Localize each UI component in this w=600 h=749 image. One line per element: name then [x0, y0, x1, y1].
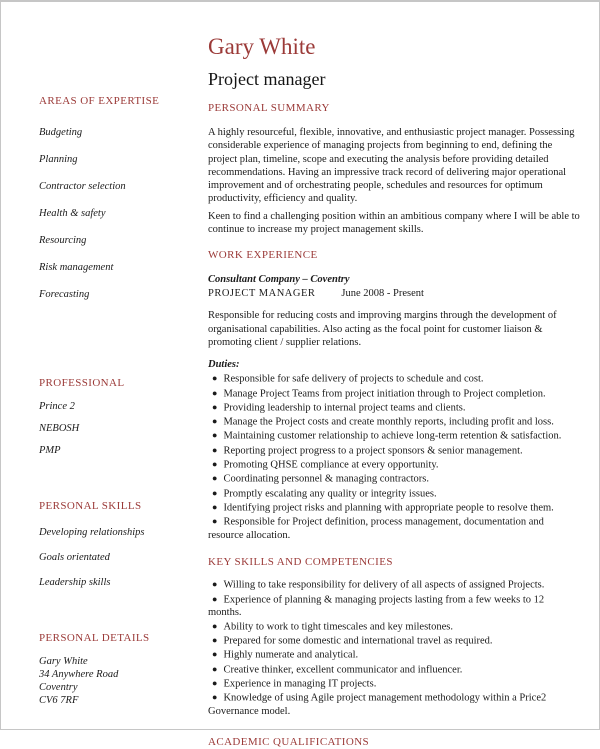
- summary-paragraph-2: Keen to find a challenging position within an ambitious company where I will be able to continue to increase my project management skills.: [208, 210, 580, 236]
- skill-item: [208, 691, 580, 718]
- sidebar-item: Developing relationships: [39, 527, 145, 538]
- main-column: [208, 2, 580, 749]
- duty-item: [208, 487, 580, 501]
- bullet-icon: ●: [212, 501, 218, 512]
- personal-skills-list: [39, 526, 197, 589]
- sidebar-item: Leadership skills: [39, 577, 111, 588]
- skill-text: Creative thinker, excellent communicator and influencer.: [223, 664, 463, 676]
- duty-item: [208, 387, 580, 401]
- bullet-icon: ●: [212, 387, 218, 398]
- duty-text: Responsible for safe delivery of projects to schedule and cost.: [223, 373, 484, 385]
- sidebar-item: Health & safety: [39, 208, 106, 219]
- sidebar-item: Risk management: [39, 262, 114, 273]
- bullet-icon: ●: [212, 579, 218, 590]
- sidebar-section-personal-details: [39, 631, 197, 707]
- sidebar-item: Resourcing: [39, 235, 87, 246]
- bullet-icon: ●: [212, 444, 218, 455]
- sidebar-item: NEBOSH: [39, 423, 80, 434]
- duty-item: [208, 501, 580, 515]
- skill-item: [208, 578, 580, 592]
- bullet-icon: ●: [212, 516, 218, 527]
- duty-item: [208, 472, 580, 486]
- duty-text: Providing leadership to internal project teams and clients.: [223, 402, 466, 414]
- bullet-icon: ●: [212, 593, 218, 604]
- skill-item: [208, 593, 580, 620]
- bullet-icon: ●: [212, 401, 218, 412]
- duty-item: [208, 429, 580, 443]
- sidebar-item: Contractor selection: [39, 181, 126, 192]
- sidebar-item: Budgeting: [39, 127, 83, 138]
- skill-item: [208, 634, 580, 648]
- section-heading-personal-details: PERSONAL DETAILS: [39, 632, 150, 644]
- section-heading-key-skills: KEY SKILLS AND COMPETENCIES: [208, 556, 393, 569]
- sidebar-item: Prince 2: [39, 401, 75, 412]
- duty-text: Identifying project risks and planning with appropriate people to resolve them.: [223, 502, 554, 514]
- skill-item: [208, 620, 580, 634]
- skill-item: [208, 648, 580, 662]
- professional-list: [39, 400, 197, 457]
- bullet-icon: ●: [212, 373, 218, 384]
- bullet-icon: ●: [212, 473, 218, 484]
- duty-text: Reporting project progress to a project sponsors & senior management.: [223, 445, 523, 457]
- duty-item: [208, 458, 580, 472]
- section-heading-personal-summary: PERSONAL SUMMARY: [208, 102, 330, 114]
- section-heading-expertise: AREAS OF EXPERTISE: [39, 95, 160, 107]
- duty-text: Responsible for Project definition, process management, documentation and resource allocation.: [208, 516, 544, 541]
- candidate-job-title: Project manager: [208, 69, 326, 89]
- address-line: Gary White: [39, 656, 88, 667]
- bullet-icon: ●: [212, 663, 218, 674]
- skill-text: Prepared for some domestic and international travel as required.: [223, 635, 493, 647]
- skill-item: [208, 663, 580, 677]
- duty-text: Maintaining customer relationship to achieve long-term retention & satisfaction.: [223, 430, 562, 442]
- work-intro-paragraph: Responsible for reducing costs and improving margins through the development of organisational capabilities. Also acting as the focal point for customer liaison & promoting client / supplier relations.: [208, 310, 557, 348]
- sidebar-item: Planning: [39, 154, 78, 165]
- duties-list: [208, 372, 580, 542]
- skill-text: Experience of planning & managing projects lasting from a few weeks to 12 months.: [208, 594, 545, 618]
- duty-item: [208, 372, 580, 386]
- skill-text: Willing to take responsibility for delivery of all aspects of assigned Projects.: [223, 579, 545, 591]
- section-heading-personal-skills: PERSONAL SKILLS: [39, 500, 142, 512]
- bullet-icon: ●: [212, 416, 218, 427]
- sidebar-section-professional: [39, 376, 197, 457]
- duty-item: [208, 415, 580, 429]
- duty-text: Manage Project Teams from project initiation through to Project completion.: [223, 388, 546, 400]
- sidebar-item: Forecasting: [39, 289, 90, 300]
- bullet-icon: ●: [212, 649, 218, 660]
- skill-text: Experience in managing IT projects.: [223, 678, 377, 690]
- skill-text: Knowledge of using Agile project management methodology within a Price2 Governance model.: [208, 692, 547, 717]
- sidebar-section-personal-skills: [39, 499, 197, 589]
- sidebar-item: Goals orientated: [39, 552, 110, 563]
- expertise-list: [39, 126, 197, 301]
- address-line: 34 Anywhere Road: [39, 669, 119, 680]
- bullet-icon: ●: [212, 459, 218, 470]
- duty-item: [208, 444, 580, 458]
- bullet-icon: ●: [212, 635, 218, 646]
- duty-text: Promoting QHSE compliance at every opportunity.: [223, 459, 439, 471]
- candidate-name: Gary White: [208, 34, 316, 59]
- duty-item: [208, 515, 580, 542]
- skills-list: [208, 578, 580, 718]
- duty-text: Coordinating personnel & managing contractors.: [223, 473, 430, 485]
- sidebar-item: PMP: [39, 445, 61, 456]
- duty-text: Promptly escalating any quality or integrity issues.: [223, 488, 437, 500]
- sidebar: [39, 2, 197, 707]
- duty-item: [208, 401, 580, 415]
- employment-dates: June 2008 - Present: [341, 288, 424, 300]
- summary-paragraph-1: A highly resourceful, flexible, innovative, and enthusiastic project manager. Possessing considerable experience of managing projects from beginning to end, defining the project plan, timeline, scope and executing the analysis before providing detailed recommendations. Having an impressive track record of delivering major operational improvement and of orchestrating people, schedules and resources for optimum productivity, efficiency and quality.: [208, 127, 575, 205]
- bullet-icon: ●: [212, 677, 218, 688]
- personal-details-list: [39, 655, 197, 707]
- skill-text: Highly numerate and analytical.: [223, 649, 359, 661]
- employer-name: Consultant Company – Coventry: [208, 274, 350, 286]
- bullet-icon: ●: [212, 487, 218, 498]
- bullet-icon: ●: [212, 620, 218, 631]
- section-heading-professional: PROFESSIONAL: [39, 377, 125, 389]
- bullet-icon: ●: [212, 430, 218, 441]
- bullet-icon: ●: [212, 692, 218, 703]
- section-heading-academic-qualifications: ACADEMIC QUALIFICATIONS: [208, 736, 370, 749]
- role-line: [208, 287, 580, 300]
- duty-text: Manage the Project costs and create monthly reports, including profit and loss.: [223, 416, 554, 428]
- role-title: PROJECT MANAGER: [208, 288, 316, 300]
- section-heading-work-experience: WORK EXPERIENCE: [208, 249, 318, 262]
- address-line: CV6 7RF: [39, 695, 79, 706]
- duties-label: Duties:: [208, 359, 240, 371]
- skill-text: Ability to work to tight timescales and key milestones.: [223, 621, 453, 633]
- skill-item: [208, 677, 580, 691]
- sidebar-section-expertise: [39, 94, 197, 301]
- address-line: Coventry: [39, 682, 78, 693]
